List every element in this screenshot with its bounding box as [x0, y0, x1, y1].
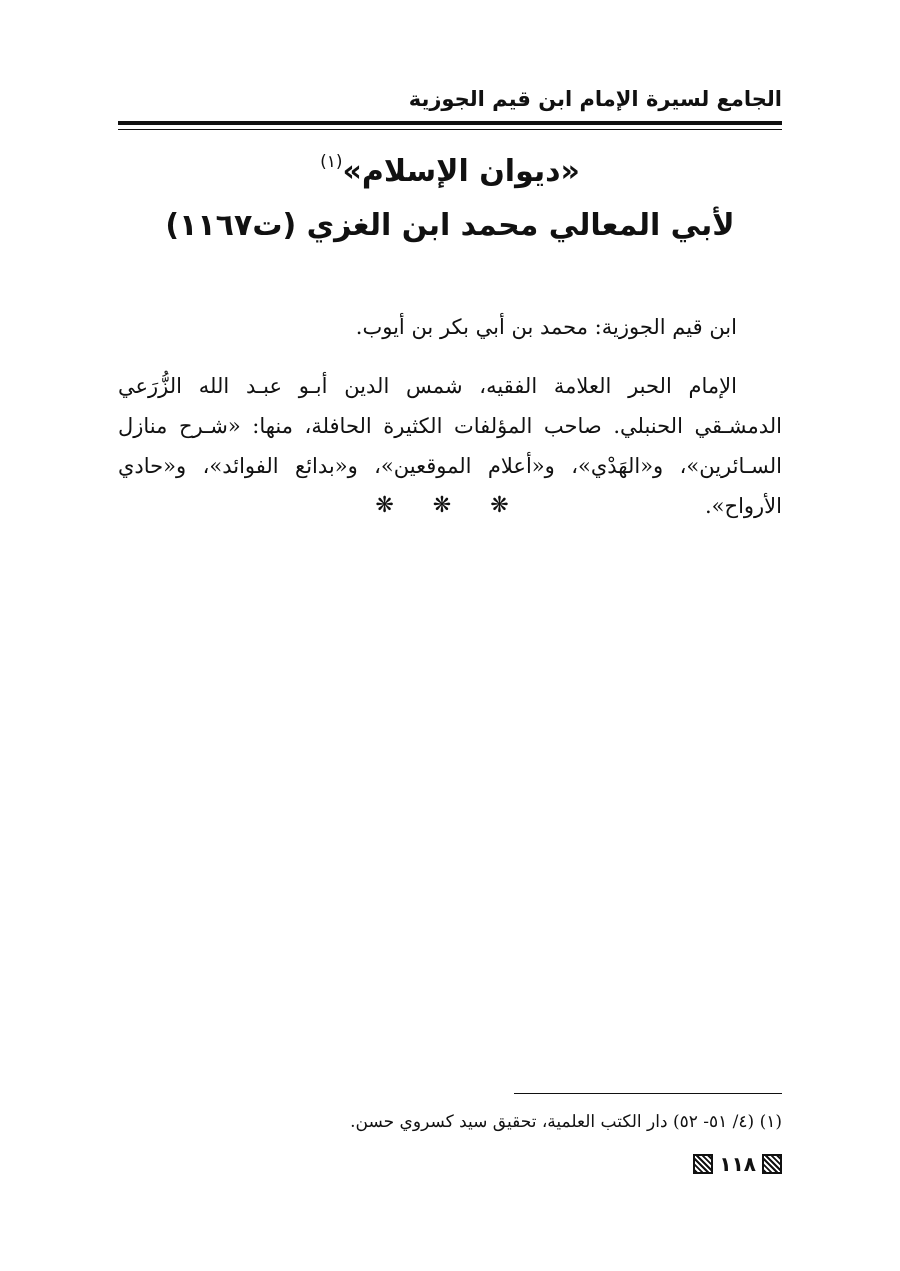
page-number-box	[693, 1152, 782, 1176]
header-rule-thick	[118, 121, 782, 125]
section-subtitle: لأبي المعالي محمد ابن الغزي (ت١١٦٧)	[165, 208, 735, 243]
footnote-1: (١) (٤/ ٥١- ٥٢) دار الكتب العلمية، تحقيق سيد كسروي حسن.	[350, 1112, 782, 1132]
running-header-title: الجامع لسيرة الإمام ابن قيم الجوزية	[408, 87, 782, 111]
section-title	[118, 148, 782, 196]
page-number: ١١٨	[719, 1152, 756, 1176]
section-title-text: «ديوان الإسلام»	[342, 154, 580, 189]
body-paragraph-1: ابن قيم الجوزية: محمد بن أبي بكر بن أيوب.	[355, 315, 737, 339]
ornament-icon	[693, 1154, 713, 1174]
body-paragraph-2: الإمام الحبر العلامة الفقيه، شمس الدين أبـو عبـد الله الزُّرَعي الدمشـقي الحنبلي. صاحب المؤلفات الكثيرة الحافلة، منها: «شـرح منازل السـائرين»، و«الهَدْي»، و«أعلام الموقعين»، و«بدائع الفوائد»، و«حادي الأرواح».	[118, 374, 782, 518]
footnote-ref[interactable]: (١)	[320, 152, 343, 172]
section-separator: ❋ ❋ ❋	[375, 493, 525, 518]
header-rule-thin	[118, 129, 782, 130]
footnote-rule	[514, 1093, 782, 1094]
ornament-icon	[762, 1154, 782, 1174]
